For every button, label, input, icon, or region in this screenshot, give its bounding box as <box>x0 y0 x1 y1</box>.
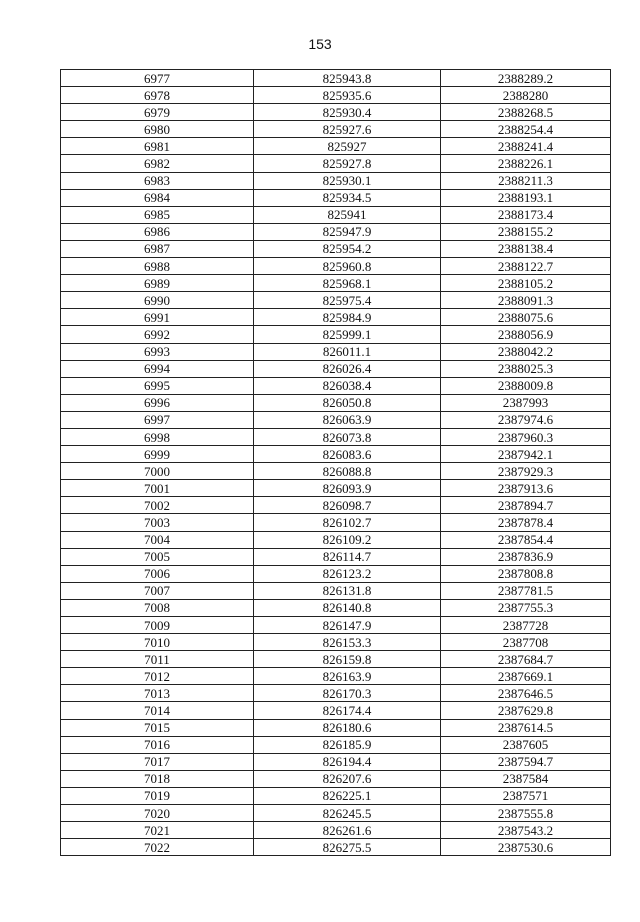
point-id-cell: 6986 <box>61 223 254 240</box>
y-coordinate-cell: 2387894.7 <box>441 497 611 514</box>
table-row <box>61 240 611 257</box>
y-coordinate-cell: 2387781.5 <box>441 582 611 599</box>
point-id-cell: 6995 <box>61 377 254 394</box>
x-coordinate-cell: 826170.3 <box>254 685 441 702</box>
point-id-cell: 7011 <box>61 651 254 668</box>
table-row <box>61 223 611 240</box>
table-row <box>61 104 611 121</box>
y-coordinate-cell: 2388155.2 <box>441 223 611 240</box>
point-id-cell: 6983 <box>61 172 254 189</box>
y-coordinate-cell: 2387929.3 <box>441 463 611 480</box>
y-coordinate-cell: 2388122.7 <box>441 258 611 275</box>
x-coordinate-cell: 826275.5 <box>254 839 441 856</box>
point-id-cell: 6978 <box>61 87 254 104</box>
x-coordinate-cell: 825999.1 <box>254 326 441 343</box>
x-coordinate-cell: 825935.6 <box>254 87 441 104</box>
table-row <box>61 377 611 394</box>
point-id-cell: 6993 <box>61 343 254 360</box>
page-number: 153 <box>308 36 332 52</box>
table-row <box>61 617 611 634</box>
point-id-cell: 7010 <box>61 634 254 651</box>
point-id-cell: 6980 <box>61 121 254 138</box>
y-coordinate-cell: 2387684.7 <box>441 651 611 668</box>
table-row <box>61 582 611 599</box>
table-row <box>61 822 611 839</box>
y-coordinate-cell: 2388025.3 <box>441 360 611 377</box>
x-coordinate-cell: 825984.9 <box>254 309 441 326</box>
x-coordinate-cell: 825927 <box>254 138 441 155</box>
y-coordinate-cell: 2387530.6 <box>441 839 611 856</box>
table-row <box>61 155 611 172</box>
y-coordinate-cell: 2388211.3 <box>441 172 611 189</box>
x-coordinate-cell: 826102.7 <box>254 514 441 531</box>
y-coordinate-cell: 2387913.6 <box>441 480 611 497</box>
point-id-cell: 6996 <box>61 394 254 411</box>
y-coordinate-cell: 2388193.1 <box>441 189 611 206</box>
point-id-cell: 7015 <box>61 719 254 736</box>
x-coordinate-cell: 826163.9 <box>254 668 441 685</box>
x-coordinate-cell: 826050.8 <box>254 394 441 411</box>
x-coordinate-cell: 826109.2 <box>254 531 441 548</box>
table-row <box>61 651 611 668</box>
point-id-cell: 6987 <box>61 240 254 257</box>
x-coordinate-cell: 825927.8 <box>254 155 441 172</box>
point-id-cell: 6999 <box>61 446 254 463</box>
x-coordinate-cell: 826073.8 <box>254 428 441 445</box>
table-row <box>61 411 611 428</box>
table-row <box>61 189 611 206</box>
point-id-cell: 6981 <box>61 138 254 155</box>
y-coordinate-cell: 2388173.4 <box>441 206 611 223</box>
point-id-cell: 7019 <box>61 787 254 804</box>
point-id-cell: 6985 <box>61 206 254 223</box>
x-coordinate-cell: 826011.1 <box>254 343 441 360</box>
point-id-cell: 6990 <box>61 292 254 309</box>
point-id-cell: 6988 <box>61 258 254 275</box>
table-row <box>61 787 611 804</box>
table-row <box>61 172 611 189</box>
table-row <box>61 138 611 155</box>
y-coordinate-cell: 2387708 <box>441 634 611 651</box>
y-coordinate-cell: 2387614.5 <box>441 719 611 736</box>
y-coordinate-cell: 2387669.1 <box>441 668 611 685</box>
y-coordinate-cell: 2388138.4 <box>441 240 611 257</box>
y-coordinate-cell: 2387594.7 <box>441 753 611 770</box>
table-row <box>61 668 611 685</box>
point-id-cell: 7009 <box>61 617 254 634</box>
table-row <box>61 326 611 343</box>
x-coordinate-cell: 826194.4 <box>254 753 441 770</box>
table-row <box>61 805 611 822</box>
point-id-cell: 7000 <box>61 463 254 480</box>
y-coordinate-cell: 2387878.4 <box>441 514 611 531</box>
y-coordinate-cell: 2387960.3 <box>441 428 611 445</box>
point-id-cell: 7022 <box>61 839 254 856</box>
x-coordinate-cell: 825960.8 <box>254 258 441 275</box>
y-coordinate-cell: 2388042.2 <box>441 343 611 360</box>
y-coordinate-cell: 2388241.4 <box>441 138 611 155</box>
x-coordinate-cell: 826026.4 <box>254 360 441 377</box>
table-row <box>61 121 611 138</box>
point-id-cell: 7021 <box>61 822 254 839</box>
point-id-cell: 6982 <box>61 155 254 172</box>
point-id-cell: 6989 <box>61 275 254 292</box>
x-coordinate-cell: 825927.6 <box>254 121 441 138</box>
table-row <box>61 463 611 480</box>
table-row <box>61 719 611 736</box>
table-body <box>61 70 611 856</box>
x-coordinate-cell: 825968.1 <box>254 275 441 292</box>
table-row <box>61 480 611 497</box>
x-coordinate-cell: 826147.9 <box>254 617 441 634</box>
y-coordinate-cell: 2387543.2 <box>441 822 611 839</box>
point-id-cell: 6994 <box>61 360 254 377</box>
y-coordinate-cell: 2387555.8 <box>441 805 611 822</box>
x-coordinate-cell: 826159.8 <box>254 651 441 668</box>
point-id-cell: 6997 <box>61 411 254 428</box>
table-row <box>61 702 611 719</box>
y-coordinate-cell: 2387993 <box>441 394 611 411</box>
table-row <box>61 531 611 548</box>
y-coordinate-cell: 2388226.1 <box>441 155 611 172</box>
table-row <box>61 394 611 411</box>
point-id-cell: 7012 <box>61 668 254 685</box>
table-row <box>61 360 611 377</box>
point-id-cell: 6979 <box>61 104 254 121</box>
table-row <box>61 514 611 531</box>
point-id-cell: 7002 <box>61 497 254 514</box>
x-coordinate-cell: 826245.5 <box>254 805 441 822</box>
x-coordinate-cell: 825975.4 <box>254 292 441 309</box>
x-coordinate-cell: 825943.8 <box>254 70 441 87</box>
table-row <box>61 343 611 360</box>
y-coordinate-cell: 2387755.3 <box>441 599 611 616</box>
point-id-cell: 7003 <box>61 514 254 531</box>
x-coordinate-cell: 826225.1 <box>254 787 441 804</box>
x-coordinate-cell: 825930.1 <box>254 172 441 189</box>
x-coordinate-cell: 826088.8 <box>254 463 441 480</box>
table-row <box>61 736 611 753</box>
x-coordinate-cell: 826038.4 <box>254 377 441 394</box>
y-coordinate-cell: 2388009.8 <box>441 377 611 394</box>
table-row <box>61 770 611 787</box>
table-row <box>61 497 611 514</box>
x-coordinate-cell: 826083.6 <box>254 446 441 463</box>
y-coordinate-cell: 2388289.2 <box>441 70 611 87</box>
y-coordinate-cell: 2387571 <box>441 787 611 804</box>
table-row <box>61 87 611 104</box>
point-id-cell: 6998 <box>61 428 254 445</box>
point-id-cell: 6992 <box>61 326 254 343</box>
table-row <box>61 839 611 856</box>
y-coordinate-cell: 2387728 <box>441 617 611 634</box>
y-coordinate-cell: 2387854.4 <box>441 531 611 548</box>
x-coordinate-cell: 826174.4 <box>254 702 441 719</box>
x-coordinate-cell: 826098.7 <box>254 497 441 514</box>
y-coordinate-cell: 2387808.8 <box>441 565 611 582</box>
y-coordinate-cell: 2387836.9 <box>441 548 611 565</box>
table-row <box>61 753 611 770</box>
y-coordinate-cell: 2388268.5 <box>441 104 611 121</box>
table-row <box>61 292 611 309</box>
table-row <box>61 70 611 87</box>
table-row <box>61 565 611 582</box>
table-row <box>61 685 611 702</box>
x-coordinate-cell: 825934.5 <box>254 189 441 206</box>
point-id-cell: 7004 <box>61 531 254 548</box>
point-id-cell: 6977 <box>61 70 254 87</box>
x-coordinate-cell: 826261.6 <box>254 822 441 839</box>
y-coordinate-cell: 2388091.3 <box>441 292 611 309</box>
x-coordinate-cell: 826185.9 <box>254 736 441 753</box>
point-id-cell: 7006 <box>61 565 254 582</box>
x-coordinate-cell: 826207.6 <box>254 770 441 787</box>
x-coordinate-cell: 825954.2 <box>254 240 441 257</box>
x-coordinate-cell: 825947.9 <box>254 223 441 240</box>
table-row <box>61 548 611 565</box>
point-id-cell: 7005 <box>61 548 254 565</box>
y-coordinate-cell: 2387629.8 <box>441 702 611 719</box>
y-coordinate-cell: 2388075.6 <box>441 309 611 326</box>
x-coordinate-cell: 826093.9 <box>254 480 441 497</box>
x-coordinate-cell: 826114.7 <box>254 548 441 565</box>
x-coordinate-cell: 825941 <box>254 206 441 223</box>
x-coordinate-cell: 826153.3 <box>254 634 441 651</box>
point-id-cell: 7013 <box>61 685 254 702</box>
point-id-cell: 7020 <box>61 805 254 822</box>
y-coordinate-cell: 2387605 <box>441 736 611 753</box>
table-row <box>61 428 611 445</box>
point-id-cell: 7017 <box>61 753 254 770</box>
x-coordinate-cell: 826180.6 <box>254 719 441 736</box>
point-id-cell: 6991 <box>61 309 254 326</box>
y-coordinate-cell: 2387974.6 <box>441 411 611 428</box>
coordinates-table <box>60 69 611 856</box>
point-id-cell: 7016 <box>61 736 254 753</box>
x-coordinate-cell: 826131.8 <box>254 582 441 599</box>
y-coordinate-cell: 2388056.9 <box>441 326 611 343</box>
x-coordinate-cell: 826123.2 <box>254 565 441 582</box>
x-coordinate-cell: 825930.4 <box>254 104 441 121</box>
table-row <box>61 206 611 223</box>
table-row <box>61 309 611 326</box>
table-row <box>61 258 611 275</box>
table-row <box>61 634 611 651</box>
point-id-cell: 6984 <box>61 189 254 206</box>
y-coordinate-cell: 2387584 <box>441 770 611 787</box>
y-coordinate-cell: 2388254.4 <box>441 121 611 138</box>
point-id-cell: 7014 <box>61 702 254 719</box>
table-row <box>61 446 611 463</box>
point-id-cell: 7001 <box>61 480 254 497</box>
point-id-cell: 7008 <box>61 599 254 616</box>
y-coordinate-cell: 2388105.2 <box>441 275 611 292</box>
y-coordinate-cell: 2387942.1 <box>441 446 611 463</box>
point-id-cell: 7007 <box>61 582 254 599</box>
y-coordinate-cell: 2387646.5 <box>441 685 611 702</box>
x-coordinate-cell: 826140.8 <box>254 599 441 616</box>
x-coordinate-cell: 826063.9 <box>254 411 441 428</box>
point-id-cell: 7018 <box>61 770 254 787</box>
y-coordinate-cell: 2388280 <box>441 87 611 104</box>
table-row <box>61 275 611 292</box>
table-row <box>61 599 611 616</box>
